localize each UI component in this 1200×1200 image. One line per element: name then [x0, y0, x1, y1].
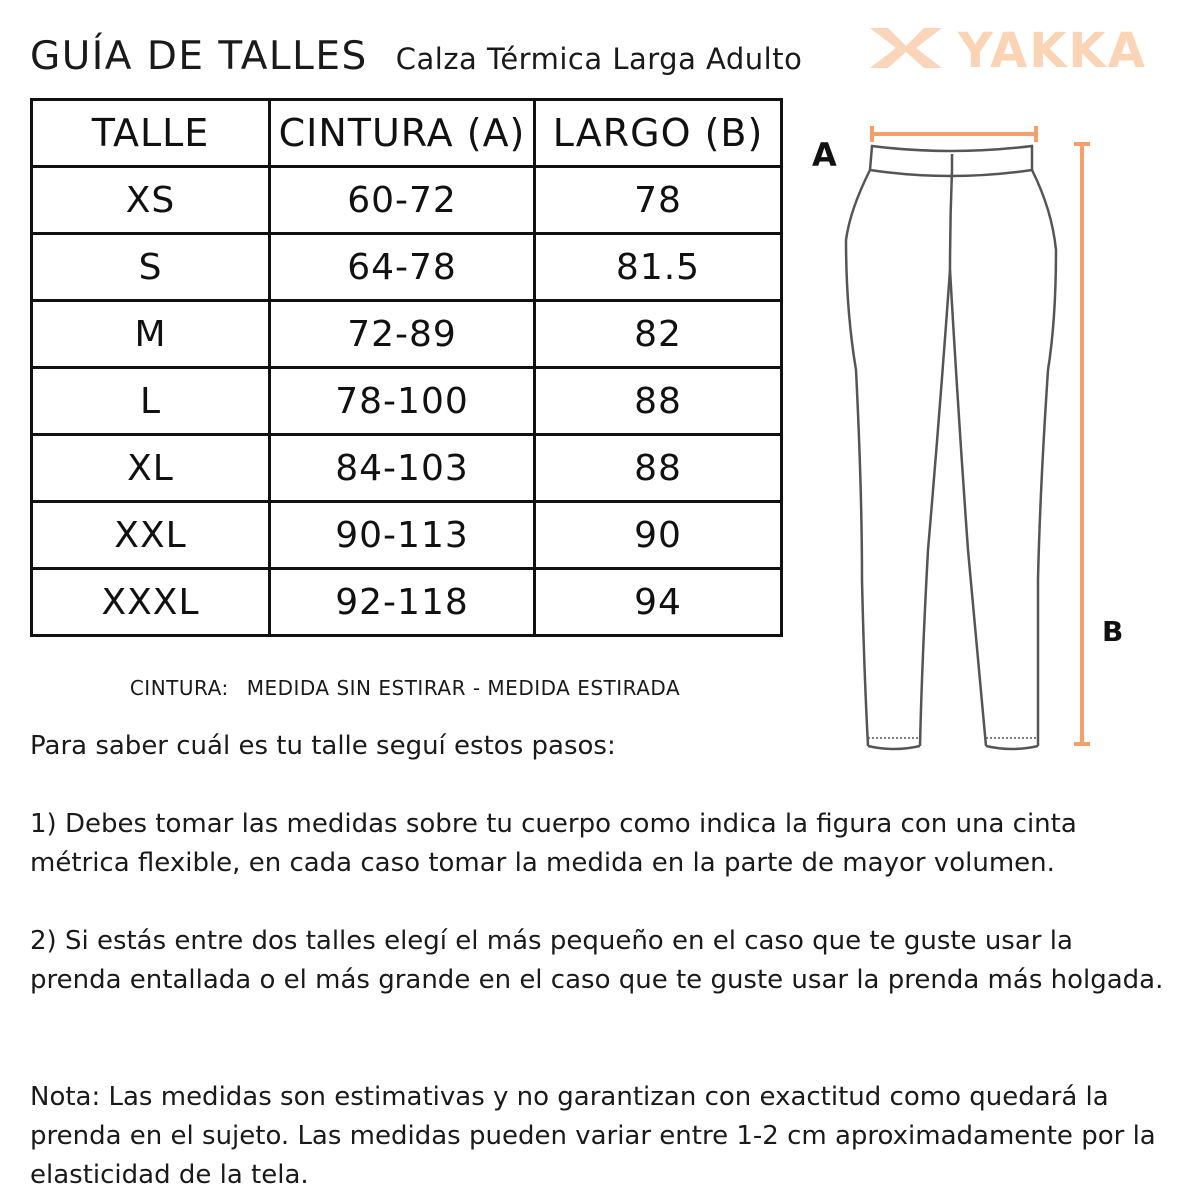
header-talle: TALLE	[32, 100, 270, 167]
instructions-step-1: 1) Debes tomar las medidas sobre tu cuerpo como indica la figura con una cinta métrica flexible, en cada caso tomar la medida en la parte de mayor volumen.	[30, 809, 1077, 878]
leggings-diagram	[800, 110, 1160, 770]
cintura-note-label: CINTURA:	[129, 676, 229, 700]
yakka-logo	[866, 22, 1166, 74]
table-row	[32, 368, 782, 435]
cell-talle: L	[32, 368, 270, 435]
cintura-note-text: MEDIDA SIN ESTIRAR - MEDIDA ESTIRADA	[246, 676, 681, 700]
diagram-label-b: B	[1102, 615, 1124, 648]
header-cintura: CINTURA (A)	[270, 100, 535, 167]
cell-talle: M	[32, 301, 270, 368]
cell-largo: 88	[535, 368, 782, 435]
cell-largo: 94	[535, 569, 782, 636]
table-row	[32, 569, 782, 636]
header-largo: LARGO (B)	[535, 100, 782, 167]
table-row	[32, 234, 782, 301]
cell-cintura: 64-78	[270, 234, 535, 301]
diagram-label-a: A	[812, 136, 837, 174]
cell-talle: XS	[32, 167, 270, 234]
cell-talle: XL	[32, 435, 270, 502]
cell-talle: XXL	[32, 502, 270, 569]
cell-talle: S	[32, 234, 270, 301]
measure-a-arrow	[872, 126, 1036, 142]
cell-cintura: 72-89	[270, 301, 535, 368]
instructions-note: Nota: Las medidas son estimativas y no garantizan con exactitud como quedará la prenda en el sujeto. Las medidas pueden variar entre 1-2 cm aproximadamente por la elasticidad de la tela.	[30, 1082, 1156, 1190]
leggings-outline	[846, 146, 1056, 749]
cintura-note	[30, 676, 780, 700]
measure-b-arrow	[1074, 144, 1090, 744]
table-row	[32, 167, 782, 234]
cell-cintura: 60-72	[270, 167, 535, 234]
instructions-intro: Para saber cuál es tu talle seguí estos pasos:	[30, 731, 616, 761]
page-title: GUÍA DE TALLES	[30, 34, 368, 79]
page-header	[30, 34, 802, 79]
cell-largo: 81.5	[535, 234, 782, 301]
table-row	[32, 435, 782, 502]
table-row	[32, 502, 782, 569]
cell-largo: 90	[535, 502, 782, 569]
cell-cintura: 90-113	[270, 502, 535, 569]
cell-largo: 88	[535, 435, 782, 502]
cell-cintura: 84-103	[270, 435, 535, 502]
instructions-step-2: 2) Si estás entre dos talles elegí el más pequeño en el caso que te guste usar la prenda entallada o el más grande en el caso que te guste usar la prenda más holgada.	[30, 926, 1164, 995]
size-table	[30, 98, 783, 637]
cell-largo: 82	[535, 301, 782, 368]
table-row	[32, 301, 782, 368]
cell-cintura: 92-118	[270, 569, 535, 636]
table-header-row	[32, 100, 782, 167]
cell-talle: XXXL	[32, 569, 270, 636]
cell-cintura: 78-100	[270, 368, 535, 435]
cell-largo: 78	[535, 167, 782, 234]
logo-text: YAKKA	[958, 23, 1147, 74]
product-subtitle: Calza Térmica Larga Adulto	[395, 42, 803, 76]
